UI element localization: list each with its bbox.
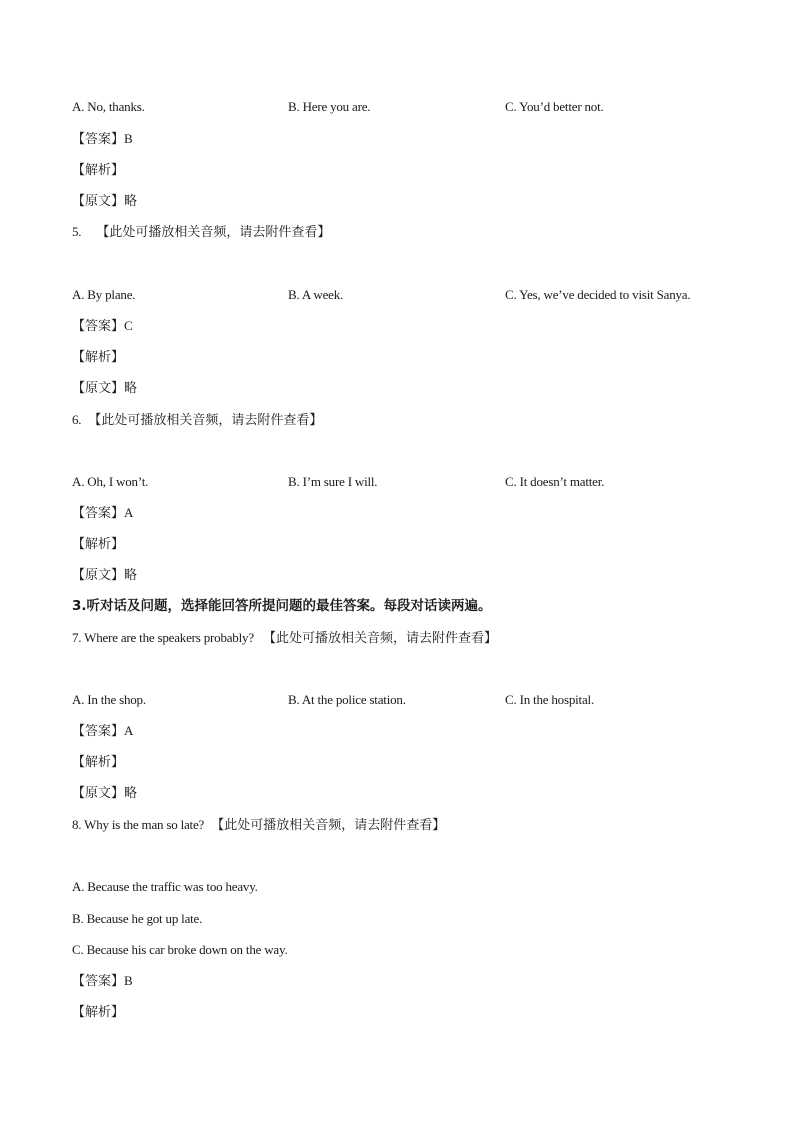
question-number: 5.	[72, 224, 82, 239]
section-3-heading: 3.听对话及问题，选择能回答所提问题的最佳答案。每段对话读两遍。	[72, 598, 492, 614]
analysis-label: 【解析】	[72, 755, 125, 770]
q7-question-line	[72, 630, 497, 647]
q6-analysis-line	[72, 536, 124, 553]
question-number: 6.	[72, 412, 82, 427]
q8-analysis-line	[72, 1004, 124, 1021]
audio-note[interactable]: 【此处可播放相关音频，请去附件查看】	[96, 225, 331, 240]
q8-option-b: B. Because he got up late.	[72, 911, 203, 926]
q6-question-line	[72, 412, 322, 429]
answer-label: 【答案】	[72, 132, 125, 147]
q5-option-c: C. Yes, we’ve decided to visit Sanya.	[505, 287, 691, 302]
question-text: 7. Where are the speakers probably?	[72, 630, 254, 645]
q7-option-b: B. At the police station.	[288, 692, 406, 707]
answer-value: A	[124, 505, 134, 520]
q7-analysis-line	[72, 754, 124, 771]
analysis-label: 【解析】	[72, 163, 125, 178]
q6-option-b: B. I’m sure I will.	[288, 474, 378, 489]
q6-option-a: A. Oh, I won’t.	[72, 474, 149, 489]
answer-value: A	[124, 723, 134, 738]
original-label: 【原文】	[72, 381, 125, 396]
analysis-label: 【解析】	[72, 350, 125, 365]
audio-note[interactable]: 【此处可播放相关音频，请去附件查看】	[262, 631, 497, 646]
q8-question-line	[72, 817, 445, 834]
q5-original-line	[72, 380, 137, 397]
answer-label: 【答案】	[72, 319, 125, 334]
q4-answer-line	[72, 131, 133, 148]
q5-question-line	[72, 224, 330, 241]
q7-option-a: A. In the shop.	[72, 692, 146, 707]
q6-original-line	[72, 567, 137, 584]
q4-original-line	[72, 193, 137, 210]
q7-original-line	[72, 785, 137, 802]
original-value: 略	[124, 194, 137, 209]
q7-answer-line	[72, 723, 133, 740]
q5-answer-line	[72, 318, 133, 335]
original-label: 【原文】	[72, 568, 125, 583]
original-label: 【原文】	[72, 194, 125, 209]
original-value: 略	[124, 381, 137, 396]
question-text: 8. Why is the man so late?	[72, 817, 205, 832]
q6-answer-line	[72, 505, 133, 522]
q6-option-c: C. It doesn’t matter.	[505, 474, 605, 489]
q8-answer-line	[72, 973, 133, 990]
analysis-label: 【解析】	[72, 1005, 125, 1020]
answer-label: 【答案】	[72, 974, 125, 989]
original-label: 【原文】	[72, 786, 125, 801]
analysis-label: 【解析】	[72, 537, 125, 552]
answer-label: 【答案】	[72, 506, 125, 521]
answer-value: B	[124, 973, 133, 988]
original-value: 略	[124, 568, 137, 583]
original-value: 略	[124, 786, 137, 801]
q5-option-b: B. A week.	[288, 287, 344, 302]
audio-note[interactable]: 【此处可播放相关音频，请去附件查看】	[211, 818, 446, 833]
q4-option-a: A. No, thanks.	[72, 99, 145, 114]
q4-analysis-line	[72, 162, 124, 179]
q8-option-a: A. Because the traffic was too heavy.	[72, 879, 258, 894]
q7-option-c: C. In the hospital.	[505, 692, 594, 707]
q8-option-c: C. Because his car broke down on the way.	[72, 942, 288, 957]
q5-option-a: A. By plane.	[72, 287, 136, 302]
q5-analysis-line	[72, 349, 124, 366]
q4-option-b: B. Here you are.	[288, 99, 371, 114]
answer-label: 【答案】	[72, 724, 125, 739]
answer-value: C	[124, 318, 133, 333]
answer-value: B	[124, 131, 133, 146]
q4-option-c: C. You’d better not.	[505, 99, 604, 114]
audio-note[interactable]: 【此处可播放相关音频，请去附件查看】	[88, 413, 323, 428]
